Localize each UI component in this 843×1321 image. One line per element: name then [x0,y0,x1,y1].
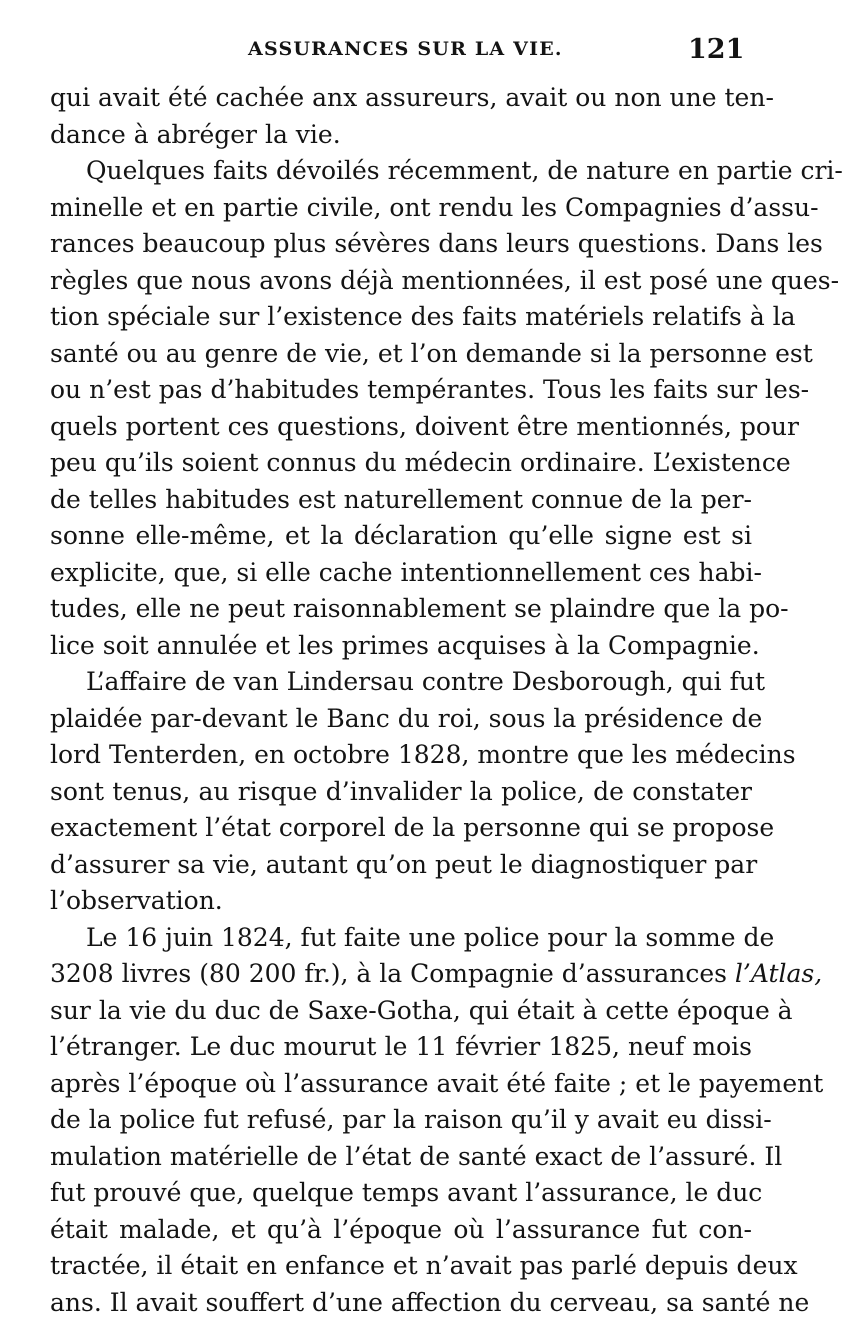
text-line: lord Tenterden, en octobre 1828, montre que les médecins [50,737,752,774]
text-line: ans. Il avait souffert d’une affection du cerveau, sa santé ne [50,1285,752,1321]
running-head [0,34,800,74]
text-line: plaidée par-devant le Banc du roi, sous la présidence de [50,701,752,738]
text-line: explicite, que, si elle cache intentionnellement ces habi- [50,555,752,592]
text-line: sont tenus, au risque d’invalider la police, de constater [50,774,752,811]
page-number: 121 [688,34,744,65]
italic-company-name: l’Atlas, [735,959,822,988]
running-title: ASSURANCES SUR LA VIE. [248,38,563,60]
text-line: qui avait été cachée anx assureurs, avait ou non une ten- [50,80,752,117]
text-line: fut prouvé que, quelque temps avant l’assurance, le duc [50,1175,752,1212]
text-line: l’étranger. Le duc mourut le 11 février 1825, neuf mois [50,1029,752,1066]
text-line-roman-part: 3208 livres (80 200 fr.), à la Compagnie d’assurances [50,959,735,988]
paragraph-continuation [50,80,752,153]
text-line: d’assurer sa vie, autant qu’on peut le diagnostiquer par [50,847,752,884]
text-line: de telles habitudes est naturellement connue de la per- [50,482,752,519]
text-line: l’observation. [50,883,752,920]
text-line: tudes, elle ne peut raisonnablement se plaindre que la po- [50,591,752,628]
text-line: peu qu’ils soient connus du médecin ordinaire. L’existence [50,445,752,482]
text-line: était malade, et qu’à l’époque où l’assurance fut con- [50,1212,752,1249]
text-line: santé ou au genre de vie, et l’on demande si la personne est [50,336,752,373]
text-line: rances beaucoup plus sévères dans leurs questions. Dans les [50,226,752,263]
body-text [50,80,752,1321]
text-line: après l’époque où l’assurance avait été faite ; et le payement [50,1066,752,1103]
paragraph [50,153,752,664]
text-line: exactement l’état corporel de la personne qui se propose [50,810,752,847]
text-line-with-italic [50,956,752,993]
text-line: ou n’est pas d’habitudes tempérantes. Tous les faits sur les- [50,372,752,409]
text-line: dance à abréger la vie. [50,117,752,154]
text-line: Le 16 juin 1824, fut faite une police pour la somme de [50,920,752,957]
paragraph [50,664,752,920]
text-line: sur la vie du duc de Saxe-Gotha, qui était à cette époque à [50,993,752,1030]
text-line: lice soit annulée et les primes acquises à la Compagnie. [50,628,752,665]
text-line: tractée, il était en enfance et n’avait pas parlé depuis deux [50,1248,752,1285]
paragraph [50,920,752,1321]
text-line: quels portent ces questions, doivent être mentionnés, pour [50,409,752,446]
text-line: sonne elle-même, et la déclaration qu’elle signe est si [50,518,752,555]
text-line: Quelques faits dévoilés récemment, de nature en partie cri- [50,153,752,190]
text-line: tion spéciale sur l’existence des faits matériels relatifs à la [50,299,752,336]
text-line: de la police fut refusé, par la raison qu’il y avait eu dissi- [50,1102,752,1139]
text-line: règles que nous avons déjà mentionnées, il est posé une ques- [50,263,752,300]
text-line: mulation matérielle de l’état de santé exact de l’assuré. Il [50,1139,752,1176]
text-line: L’affaire de van Lindersau contre Desborough, qui fut [50,664,752,701]
text-line: minelle et en partie civile, ont rendu les Compagnies d’assu- [50,190,752,227]
